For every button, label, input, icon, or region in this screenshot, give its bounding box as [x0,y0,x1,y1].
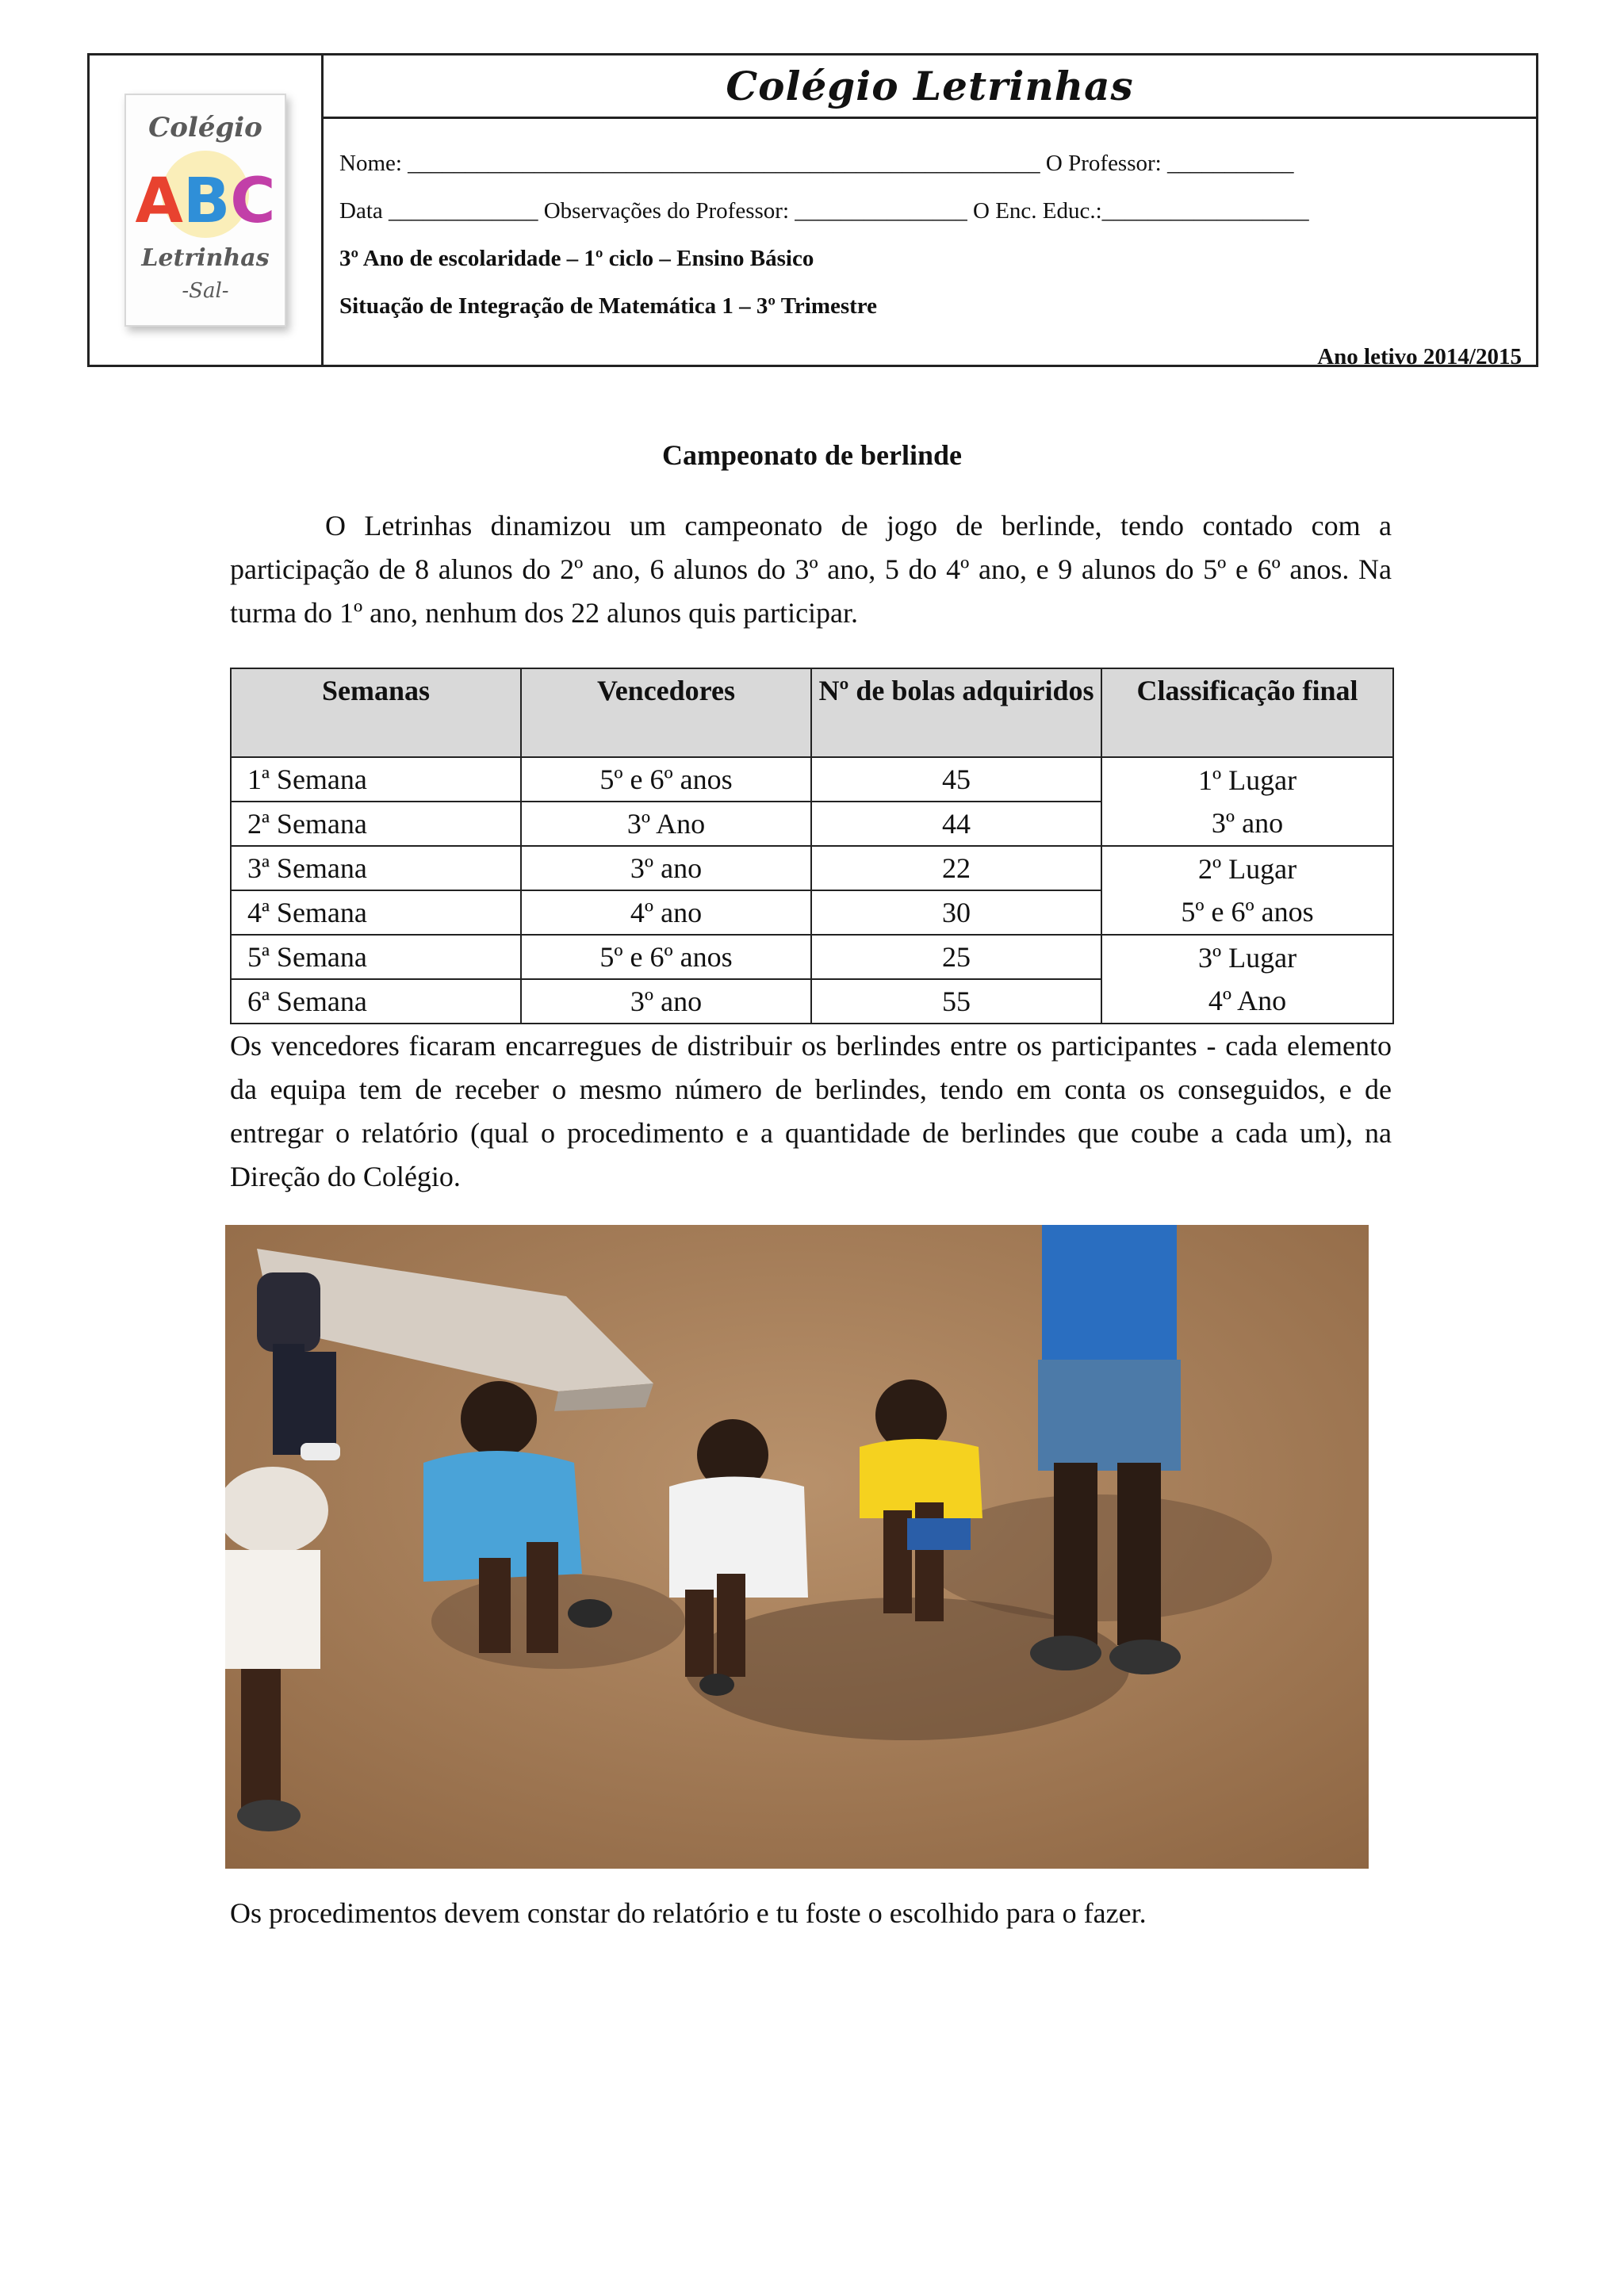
section-title: Campeonato de berlinde [662,439,962,471]
header-box [87,53,1538,367]
date-observations-line: Data _____________ Observações do Professor: _______________ O Enc. Educ.:__________________ [339,198,1309,224]
logo-text-abc: ABC [135,166,276,237]
winner-cell: 5º e 6º anos [521,757,811,802]
instructions-paragraph: Os vencedores ficaram encarregues de distribuir os berlindes entre os participantes - cada elemento da equipa tem de receber o mesmo número de berlindes, tendo em conta os conseguidos, e de entregar o relatório (qual o procedimento e a quantidade de berlindes que coube a cada um), na Direção do Colégio. [230,1030,1392,1192]
week-cell: 4ª Semana [231,890,521,935]
intro-paragraph [230,504,1392,635]
table-row [231,846,1393,890]
grade-line: 3º Ano de escolaridade – 1º ciclo – Ensino Básico [339,246,814,271]
children-playing-photo [225,1225,1369,1869]
classification-cell [1101,846,1393,935]
winner-cell: 3º ano [521,846,811,890]
school-title: Colégio Letrinhas [726,63,1134,109]
logo-text-top: Colégio [148,112,262,144]
school-logo [124,94,286,327]
classification-place: 1º Lugar [1197,764,1297,796]
balls-cell: 55 [811,979,1101,1024]
table-header-row [231,668,1393,757]
balls-cell: 44 [811,802,1101,846]
results-table [230,668,1394,1024]
week-cell: 1ª Semana [231,757,521,802]
logo-text-sub: -Sal- [182,279,229,303]
week-cell: 3ª Semana [231,846,521,890]
winner-cell: 3º ano [521,979,811,1024]
student-info [339,119,1522,369]
logo-text-bottom: Letrinhas [141,244,270,272]
balls-cell: 30 [811,890,1101,935]
classification-group: 4º Ano [1208,985,1287,1016]
header-winners: Vencedores [521,668,811,757]
week-cell: 6ª Semana [231,979,521,1024]
winner-cell: 4º ano [521,890,811,935]
school-logo-graphic [126,95,285,325]
table-row [231,757,1393,802]
school-year: Ano letivo 2014/2015 [1317,344,1522,369]
title-cell [324,55,1536,119]
table-row [231,935,1393,979]
week-cell: 5ª Semana [231,935,521,979]
winner-cell: 3º Ano [521,802,811,846]
photo-illustration [225,1225,1369,1869]
classification-place: 2º Lugar [1197,853,1297,885]
balls-cell: 45 [811,757,1101,802]
classification-place: 3º Lugar [1197,942,1297,974]
balls-cell: 22 [811,846,1101,890]
assessment-line: Situação de Integração de Matemática 1 – 3º Trimestre [339,293,878,319]
winner-cell: 5º e 6º anos [521,935,811,979]
logo-cell [90,55,324,365]
final-line: Os procedimentos devem constar do relatório e tu foste o escolhido para o fazer. [230,1897,1147,1929]
classification-cell [1101,757,1393,846]
header-weeks: Semanas [231,668,521,757]
classification-cell [1101,935,1393,1024]
balls-cell: 25 [811,935,1101,979]
classification-group: 3º ano [1211,807,1284,839]
week-cell: 2ª Semana [231,802,521,846]
classification-group: 5º e 6º anos [1181,896,1314,928]
header-balls: Nº de bolas adquiridos [811,668,1101,757]
name-teacher-line: Nome: _______________________________________________________ O Professor: ___________ [339,151,1294,176]
intro-text: O Letrinhas dinamizou um campeonato de jogo de berlinde, tendo contado com a participação de 8 alunos do 2º ano, 6 alunos do 3º ano, 5 do 4º ano, e 9 alunos do 5º e 6º anos. Na turma do 1º ano, nenhum dos 22 alunos quis participar. [230,510,1392,629]
header-classification: Classificação final [1101,668,1393,757]
